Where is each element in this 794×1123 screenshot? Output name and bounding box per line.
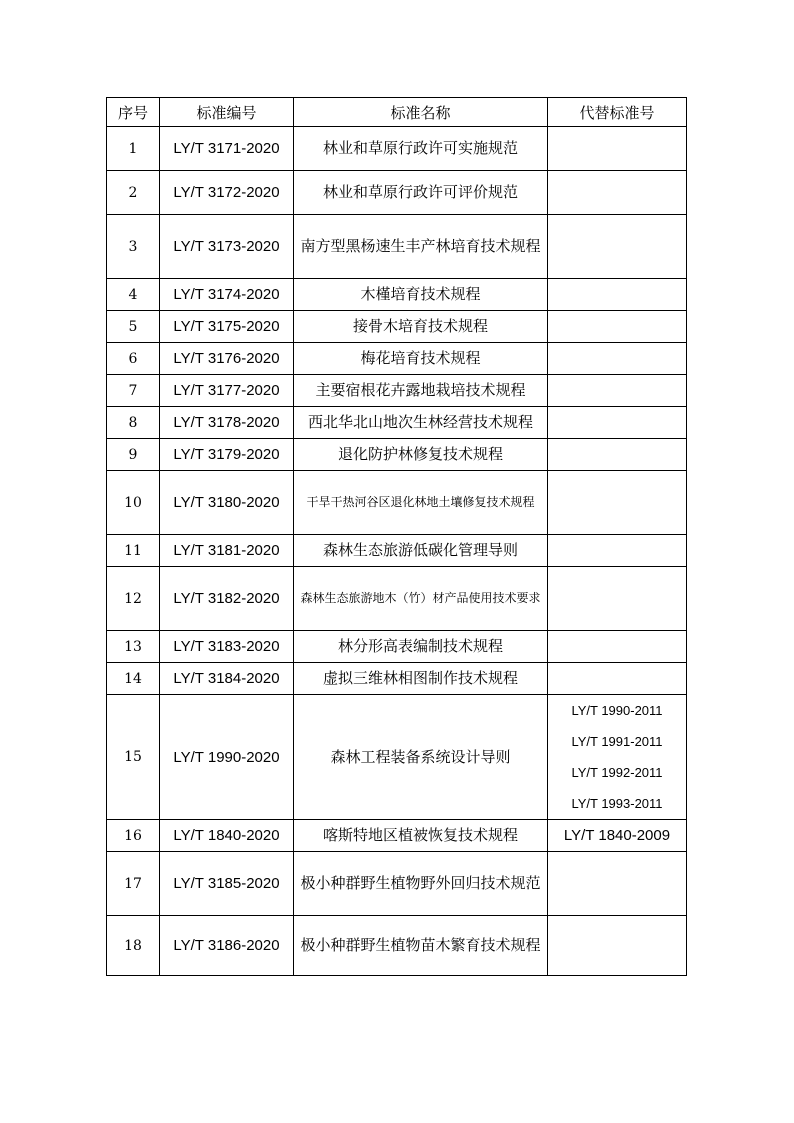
replaced-standard-cell xyxy=(548,535,687,567)
replaced-standard-cell xyxy=(548,567,687,631)
seq-cell: 10 xyxy=(107,471,160,535)
replaced-standard-code: LY/T 1990-2011 xyxy=(571,703,663,718)
standard-name-cell: 南方型黑杨速生丰产林培育技术规程 xyxy=(294,215,548,279)
seq-cell: 15 xyxy=(107,695,160,820)
standard-name-cell: 虚拟三维林相图制作技术规程 xyxy=(294,663,548,695)
table-row xyxy=(107,127,687,171)
table-row xyxy=(107,171,687,215)
standard-name-cell: 林业和草原行政许可评价规范 xyxy=(294,171,548,215)
standard-name-cell: 森林工程装备系统设计导则 xyxy=(294,695,548,820)
standard-name-cell: 极小种群野生植物野外回归技术规范 xyxy=(294,852,548,916)
table-row xyxy=(107,407,687,439)
table-row xyxy=(107,916,687,976)
seq-cell: 8 xyxy=(107,407,160,439)
seq-cell: 6 xyxy=(107,343,160,375)
seq-cell: 4 xyxy=(107,279,160,311)
standard-name-cell: 主要宿根花卉露地栽培技术规程 xyxy=(294,375,548,407)
seq-cell: 2 xyxy=(107,171,160,215)
standard-name-cell: 林分形高表编制技术规程 xyxy=(294,631,548,663)
standard-code-cell: LY/T 3179-2020 xyxy=(160,439,294,471)
seq-cell: 17 xyxy=(107,852,160,916)
standard-code-cell: LY/T 3173-2020 xyxy=(160,215,294,279)
table-row xyxy=(107,631,687,663)
replaced-standard-code: LY/T 1993-2011 xyxy=(571,796,663,811)
replaced-standard-cell xyxy=(548,663,687,695)
standard-name-cell: 森林生态旅游地木（竹）材产品使用技术要求 xyxy=(294,567,548,631)
standard-code-cell: LY/T 1990-2020 xyxy=(160,695,294,820)
replaced-standard-cell xyxy=(548,471,687,535)
standard-code-cell: LY/T 3186-2020 xyxy=(160,916,294,976)
standard-code-cell: LY/T 3180-2020 xyxy=(160,471,294,535)
table-row xyxy=(107,471,687,535)
header-replaces: 代替标准号 xyxy=(548,98,687,127)
standard-code-cell: LY/T 3171-2020 xyxy=(160,127,294,171)
standard-name-cell: 干旱干热河谷区退化林地土壤修复技术规程 xyxy=(294,471,548,535)
replaced-standard-cell xyxy=(548,215,687,279)
table-row xyxy=(107,567,687,631)
standard-code-cell: LY/T 3178-2020 xyxy=(160,407,294,439)
header-seq: 序号 xyxy=(107,98,160,127)
seq-cell: 12 xyxy=(107,567,160,631)
seq-cell: 5 xyxy=(107,311,160,343)
replaced-standard-cell xyxy=(548,695,687,820)
seq-cell: 14 xyxy=(107,663,160,695)
replaced-standard-cell xyxy=(548,852,687,916)
seq-cell: 18 xyxy=(107,916,160,976)
table-row xyxy=(107,375,687,407)
standard-name-cell: 木槿培育技术规程 xyxy=(294,279,548,311)
standard-name-cell: 退化防护林修复技术规程 xyxy=(294,439,548,471)
replaced-standard-code: LY/T 1992-2011 xyxy=(571,765,663,780)
seq-cell: 13 xyxy=(107,631,160,663)
header-name: 标准名称 xyxy=(294,98,548,127)
standards-table xyxy=(106,97,687,976)
standard-name-cell: 接骨木培育技术规程 xyxy=(294,311,548,343)
replaced-standard-cell xyxy=(548,375,687,407)
standard-code-cell: LY/T 3185-2020 xyxy=(160,852,294,916)
standard-code-cell: LY/T 3177-2020 xyxy=(160,375,294,407)
standard-code-cell: LY/T 3172-2020 xyxy=(160,171,294,215)
table-row xyxy=(107,695,687,820)
replaced-standard-cell xyxy=(548,279,687,311)
standard-code-cell: LY/T 3184-2020 xyxy=(160,663,294,695)
table-row xyxy=(107,535,687,567)
seq-cell: 1 xyxy=(107,127,160,171)
seq-cell: 16 xyxy=(107,820,160,852)
standard-name-cell: 喀斯特地区植被恢复技术规程 xyxy=(294,820,548,852)
seq-cell: 9 xyxy=(107,439,160,471)
standard-name-cell: 西北华北山地次生林经营技术规程 xyxy=(294,407,548,439)
standard-code-cell: LY/T 3175-2020 xyxy=(160,311,294,343)
table-row xyxy=(107,439,687,471)
replaced-standard-code: LY/T 1991-2011 xyxy=(571,734,663,749)
table-row xyxy=(107,311,687,343)
table-row xyxy=(107,279,687,311)
standard-code-cell: LY/T 3183-2020 xyxy=(160,631,294,663)
replaced-standard-cell xyxy=(548,631,687,663)
standard-code-cell: LY/T 3174-2020 xyxy=(160,279,294,311)
header-code: 标准编号 xyxy=(160,98,294,127)
standard-code-cell: LY/T 3182-2020 xyxy=(160,567,294,631)
replaced-standard-cell xyxy=(548,916,687,976)
replaced-standard-cell xyxy=(548,127,687,171)
standard-name-cell: 极小种群野生植物苗木繁育技术规程 xyxy=(294,916,548,976)
standard-name-cell: 林业和草原行政许可实施规范 xyxy=(294,127,548,171)
table-row xyxy=(107,343,687,375)
standard-code-cell: LY/T 3176-2020 xyxy=(160,343,294,375)
replaced-standard-code: LY/T 1840-2009 xyxy=(563,827,671,844)
replaced-standard-cell xyxy=(548,407,687,439)
table-row xyxy=(107,820,687,852)
replaced-standard-cell xyxy=(548,820,687,852)
standard-name-cell: 梅花培育技术规程 xyxy=(294,343,548,375)
table-row xyxy=(107,215,687,279)
replaced-standard-cell xyxy=(548,439,687,471)
seq-cell: 7 xyxy=(107,375,160,407)
replaced-standard-cell xyxy=(548,311,687,343)
seq-cell: 11 xyxy=(107,535,160,567)
standard-code-cell: LY/T 3181-2020 xyxy=(160,535,294,567)
seq-cell: 3 xyxy=(107,215,160,279)
replaced-standard-cell xyxy=(548,343,687,375)
table-row xyxy=(107,663,687,695)
standard-code-cell: LY/T 1840-2020 xyxy=(160,820,294,852)
header-row xyxy=(107,98,687,127)
table-row xyxy=(107,852,687,916)
replaced-standard-cell xyxy=(548,171,687,215)
standard-name-cell: 森林生态旅游低碳化管理导则 xyxy=(294,535,548,567)
